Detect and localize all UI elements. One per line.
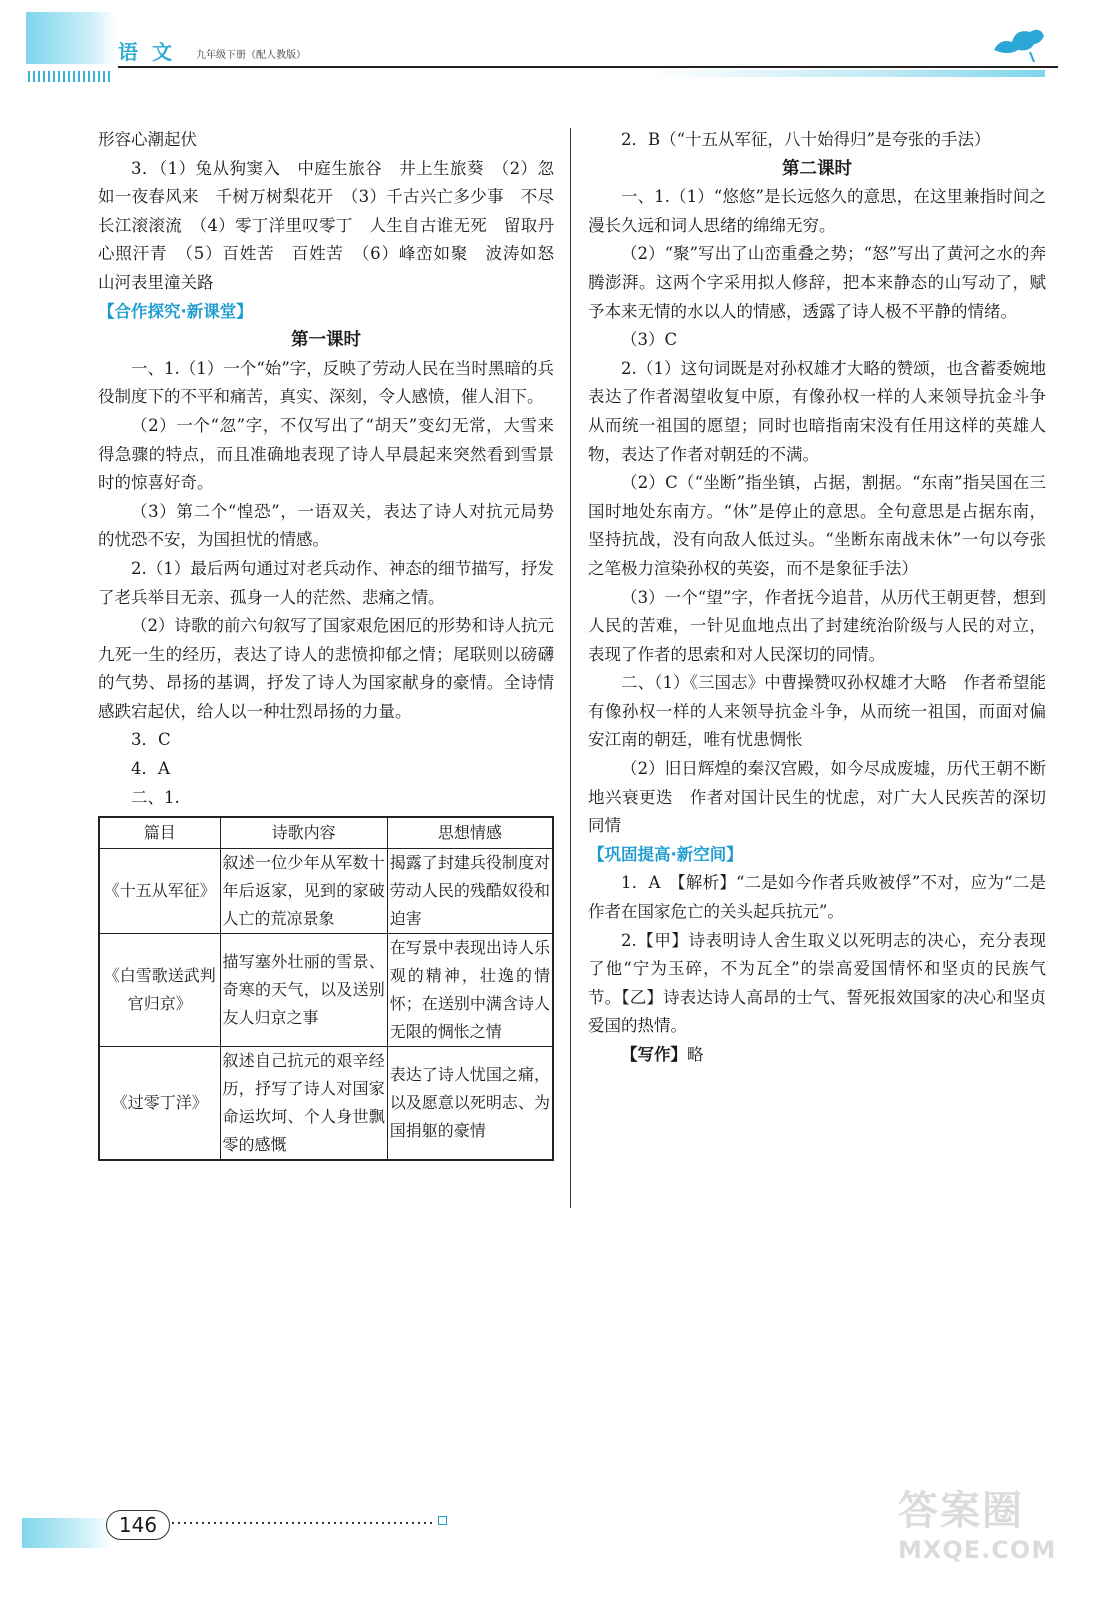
answer-line: 4．A	[131, 759, 170, 779]
answer-line: 二、1.	[131, 787, 180, 807]
watermark-logo	[898, 1488, 1058, 1592]
text-paragraph: 一、1.（1）“悠悠”是长远悠久的意思，在这里兼指时间之漫长久远和词人思绪的绵绵无穷。	[588, 187, 1046, 235]
text-paragraph: 2.（1）最后两句通过对老兵动作、神态的细节描写，抒发了老兵举目无亲、孤身一人的茫然、悲痛之情。	[98, 558, 554, 607]
header-bar	[650, 70, 1045, 77]
table-header-cell: 诗歌内容	[220, 817, 387, 849]
subject-title: 语文	[118, 40, 186, 64]
cloud-icon	[990, 22, 1046, 66]
table-cell: 在写景中表现出诗人乐观的精神，壮逸的情怀；在送别中满含诗人无限的惆怅之情	[387, 934, 553, 1047]
table-cell: 叙述一位少年从军数十年后返家，见到的家破人亡的荒凉景象	[220, 849, 387, 934]
answer-line: 3．C	[131, 730, 171, 750]
answer-table	[98, 816, 554, 1161]
table-cell: 叙述自己抗元的艰辛经历，抒写了诗人对国家命运坎坷、个人身世飘零的感慨	[220, 1047, 387, 1161]
book-subtitle: 九年级下册（配人教版）	[196, 50, 306, 61]
section-heading: 【巩固提高·新空间】	[588, 844, 743, 864]
left-column	[98, 126, 571, 1161]
writing-label: 【写作】	[621, 1045, 687, 1064]
section-heading: 【合作探究·新课堂】	[98, 301, 253, 321]
column-divider	[570, 128, 571, 1208]
table-cell: 揭露了封建兵役制度对劳动人民的残酷奴役和迫害	[387, 849, 553, 934]
page-header	[0, 0, 1094, 90]
text-paragraph: 一、1.（1）一个“始”字，反映了劳动人民在当时黑暗的兵役制度下的不平和痛苦，真实、深刻，令人感愤，催人泪下。	[98, 358, 554, 407]
footer-dotted-line	[172, 1522, 434, 1524]
text-paragraph: （2）C（“坐断”指坐镇，占据，割据。“东南”指吴国在三国时地处东南方。“休”是停止的意思。全句意思是占据东南，坚持抗战，没有向敌人低过头。“坐断东南战未休”一句以夸张之笔极力渲染孙权的英姿，而不是象征手法）	[588, 473, 1046, 578]
text-paragraph: 3．（1）兔从狗窦入 中庭生旅谷 井上生旅葵 （2）忽如一夜春风来 千树万树梨花开 （3）千古兴亡多少事 不尽长江滚滚流 （4）零丁洋里叹零丁 人生自古谁无死 留取丹心照汗青 （5）百姓苦 百姓苦 （6）峰峦如聚 波涛如怒 山河表里潼关路	[98, 158, 571, 292]
page-number: 146	[106, 1510, 170, 1540]
footer-gradient-block	[22, 1518, 112, 1548]
answer-line: （3）C	[621, 330, 678, 350]
text-paragraph: （2）诗歌的前六句叙写了国家艰危困厄的形势和诗人抗元九死一生的经历，表达了诗人的悲愤抑郁之情；尾联则以磅礴的气势、昂扬的基调，抒发了诗人为国家献身的豪情。全诗情感跌宕起伏，给人以一种壮烈昂扬的力量。	[98, 616, 554, 721]
table-header-cell: 思想情感	[387, 817, 553, 849]
text-paragraph: 1．A 【解析】“二是如今作者兵败被俘”不对，应为“二是作者在国家危亡的关头起兵抗元”。	[588, 873, 1046, 922]
text-paragraph: （2）一个“忽”字，不仅写出了“胡天”变幻无常，大雪来得急骤的特点，而且准确地表现了诗人早晨起来突然看到雪景时的惊喜好奇。	[98, 415, 554, 493]
watermark-top: 答案圈	[898, 1488, 1024, 1534]
text-paragraph: 二、（1）《三国志》中曹操赞叹孙权雄才大略 作者希望能有像孙权一样的人来领导抗金斗争，从而统一祖国，而面对偏安江南的朝廷，唯有忧患惆怅	[588, 673, 1046, 750]
writing-text: 略	[687, 1045, 704, 1064]
table-cell: 《十五从军征》	[99, 849, 220, 934]
table-cell: 描写塞外壮丽的雪景、奇寒的天气，以及送别友人归京之事	[220, 934, 387, 1047]
text-paragraph: （2）“聚”写出了山峦重叠之势；“怒”写出了黄河之水的奔腾澎湃。这两个字采用拟人修辞，把本来静态的山写动了，赋予本来无情的水以人的情感，透露了诗人极不平静的情绪。	[588, 244, 1046, 321]
header-gradient-block	[26, 12, 116, 64]
text-paragraph: （2）旧日辉煌的秦汉宫殿，如今尽成废墟，历代王朝不断地兴衰更迭 作者对国计民生的忧虑，对广大人民疾苦的深切同情	[588, 759, 1046, 836]
text-paragraph: 2.（1）这句词既是对孙权雄才大略的赞颂，也含蓄委婉地表达了作者渴望收复中原，有像孙权一样的人来领导抗金斗争从而统一祖国的愿望；同时也暗指南宋没有任用这样的英雄人物，表达了作者对朝廷的不满。	[588, 358, 1046, 464]
lesson-title: 第一课时	[291, 330, 361, 351]
text-paragraph: （3）第二个“惶恐”，一语双关，表达了诗人对抗元局势的忧恐不安，为国担忧的情感。	[98, 501, 554, 550]
header-ticks	[28, 71, 112, 82]
header-rule	[118, 66, 1058, 68]
table-header-cell: 篇目	[99, 817, 220, 849]
right-column	[588, 126, 1046, 1070]
lesson-title: 第二课时	[782, 158, 852, 179]
text-paragraph: 2.【甲】诗表明诗人舍生取义以死明志的决心，充分表现了他“宁为玉碎，不为瓦全”的崇高爱国情怀和坚贞的民族气节。【乙】诗表达诗人高昂的士气、誓死报效国家的决心和坚贞爱国的热情。	[588, 930, 1046, 1036]
answer-line: 2．B（“十五从军征，八十始得归”是夸张的手法）	[621, 130, 991, 149]
table-cell: 《过零丁洋》	[99, 1047, 220, 1161]
text-paragraph: （3）一个“望”字，作者抚今追昔，从历代王朝更替，想到人民的苦难，一针见血地点出了封建统治阶级与人民的对立，表现了作者的思索和对人民深切的同情。	[588, 587, 1046, 664]
table-row	[99, 1047, 553, 1161]
table-cell: 表达了诗人忧国之痛，以及愿意以死明志、为国捐躯的豪情	[387, 1047, 553, 1161]
text-line: 形容心潮起伏	[98, 130, 197, 149]
table-header-row	[99, 817, 553, 849]
watermark-bottom: MXQE.COM	[898, 1536, 1057, 1564]
writing-line	[588, 1041, 1046, 1070]
table-row	[99, 849, 553, 934]
table-row	[99, 934, 553, 1047]
footer-square-icon	[438, 1516, 447, 1525]
table-cell: 《白雪歌送武判官归京》	[99, 934, 220, 1047]
